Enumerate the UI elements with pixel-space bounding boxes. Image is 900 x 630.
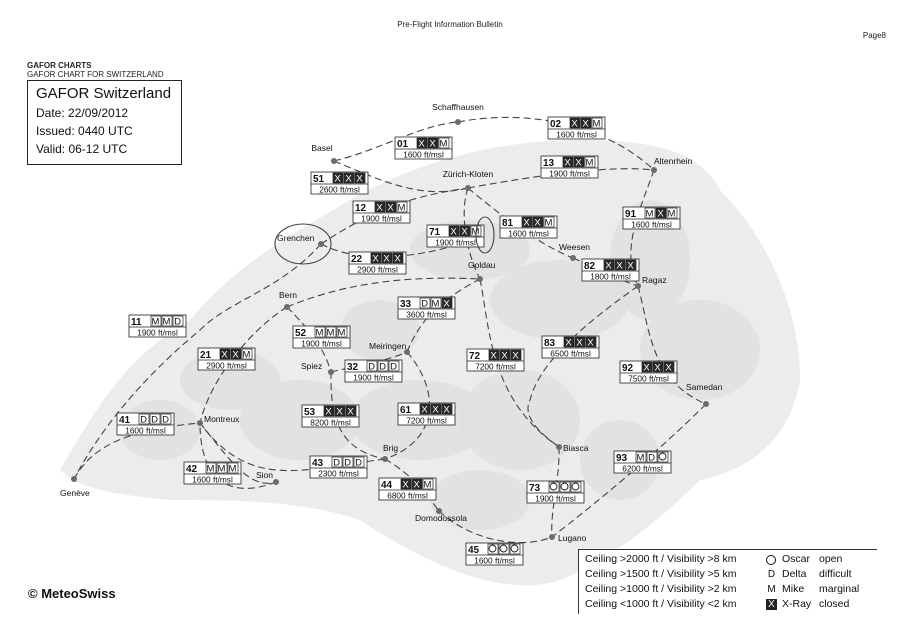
route-ceiling: 1600 ft/msl — [508, 228, 549, 239]
page-number: Page8 — [862, 31, 886, 40]
gafor-code-letter: X — [643, 362, 650, 374]
route-id: 01 — [397, 139, 409, 150]
gafor-code-letter: X — [376, 202, 383, 214]
gafor-code-letter: D — [390, 361, 397, 373]
city-label: Goldau — [468, 260, 496, 270]
gafor-code-letter: X — [334, 173, 341, 185]
city-label: Spiez — [301, 361, 323, 371]
route-id: 45 — [468, 545, 480, 556]
route-box-22 — [349, 252, 406, 275]
route-id: 11 — [131, 317, 142, 328]
gafor-code-letter: M — [397, 202, 406, 214]
gafor-code-letter: M — [645, 208, 654, 220]
route-ceiling: 6800 ft/msl — [387, 490, 428, 501]
city-label: Zürich-Kloten — [442, 169, 494, 179]
route-id: 44 — [381, 480, 393, 491]
mike-symbol-icon: M — [767, 584, 776, 595]
city-label: Schaffhausen — [432, 102, 484, 112]
gafor-code-letter: M — [431, 298, 440, 310]
route-box-41 — [117, 413, 174, 436]
gafor-code-letter: X — [432, 404, 439, 416]
gafor-code-letter: X — [654, 362, 661, 374]
info-box — [27, 80, 182, 165]
legend-meaning: closed — [819, 598, 850, 610]
gafor-code-letter: X — [232, 349, 239, 361]
city-label: Basel — [311, 143, 333, 153]
gafor-code-o-icon — [488, 544, 498, 554]
route-ceiling: 8200 ft/msl — [310, 417, 351, 428]
section-subtitle: GAFOR CHART FOR SWITZERLAND — [27, 70, 164, 79]
route-ceiling: 2600 ft/msl — [319, 184, 360, 195]
legend-name: Oscar — [782, 553, 811, 565]
city-label: Meiringen — [369, 341, 407, 351]
route-box-21 — [198, 348, 255, 371]
city-marker-icon — [570, 255, 576, 261]
gafor-code-letter: X — [523, 217, 530, 229]
route-ceiling: 7200 ft/msl — [475, 361, 516, 372]
gafor-code-letter: M — [151, 316, 160, 328]
route-id: 21 — [200, 350, 212, 361]
city-marker-icon — [477, 276, 483, 282]
gafor-code-letter: X — [461, 226, 468, 238]
legend-condition: Ceiling >2000 ft / Visibility >8 km — [585, 553, 737, 565]
gafor-code-letter: D — [333, 457, 340, 469]
route-box-01 — [395, 137, 452, 160]
city-marker-icon — [455, 119, 461, 125]
route-box-71 — [427, 225, 484, 248]
route-box-45 — [466, 543, 523, 566]
gafor-code-letter: X — [565, 337, 572, 349]
gafor-code-letter: X — [512, 350, 519, 362]
route-box-12 — [353, 201, 410, 224]
legend-meaning: marginal — [819, 583, 860, 595]
gafor-code-letter: D — [344, 457, 351, 469]
legend-condition: Ceiling >1000 ft / Visibility >2 km — [585, 583, 737, 595]
route-id: 41 — [119, 415, 131, 426]
gafor-code-o-icon — [499, 544, 509, 554]
city-label: Lugano — [558, 533, 587, 543]
legend — [578, 549, 877, 614]
city-label: Brig — [383, 443, 399, 453]
route-box-93 — [614, 451, 671, 474]
city-marker-icon — [284, 304, 290, 310]
route-ceiling: 1900 ft/msl — [353, 372, 394, 383]
gafor-code-letter: X — [394, 253, 401, 265]
city-label: Ragaz — [642, 275, 667, 285]
route-box-82 — [582, 259, 639, 282]
route-box-92 — [620, 361, 677, 384]
gafor-code-letter: M — [315, 327, 324, 339]
route-ceiling: 2300 ft/msl — [318, 468, 359, 479]
gafor-code-letter: X — [418, 138, 425, 150]
city-label: Montreux — [204, 414, 240, 424]
gafor-code-letter: X — [571, 118, 578, 130]
route-ceiling: 6500 ft/msl — [550, 348, 591, 359]
route-id: 02 — [550, 119, 562, 130]
gafor-code-o-icon — [560, 482, 570, 492]
route-box-02 — [548, 117, 605, 140]
gafor-code-letter: M — [667, 208, 676, 220]
route-box-61 — [398, 403, 455, 426]
chart-date: Date: 22/09/2012 — [36, 106, 129, 120]
route-id: 81 — [502, 218, 514, 229]
city-label: Weesen — [559, 242, 591, 252]
route-ceiling: 1900 ft/msl — [361, 213, 402, 224]
route-ceiling: 1600 ft/msl — [474, 555, 515, 566]
city-label: Grenchen — [277, 233, 315, 243]
route-box-73 — [527, 481, 584, 504]
city-label: Sion — [256, 470, 274, 480]
gafor-code-letter: X — [387, 202, 394, 214]
route-box-83 — [542, 336, 599, 359]
route-box-13 — [541, 156, 598, 179]
legend-name: Mike — [782, 583, 805, 595]
legend-name: Delta — [782, 568, 807, 580]
city-label: Altenrhein — [654, 156, 693, 166]
city-marker-icon — [703, 401, 709, 407]
city-marker-icon — [318, 241, 324, 247]
route-ceiling: 1600 ft/msl — [631, 219, 672, 230]
legend-meaning: difficult — [819, 568, 852, 580]
gafor-code-letter: X — [582, 118, 589, 130]
gafor-code-letter: M — [337, 327, 346, 339]
chart-valid: Valid: 06-12 UTC — [36, 142, 128, 156]
route-ceiling: 1900 ft/msl — [549, 168, 590, 179]
route-id: 93 — [616, 453, 628, 464]
route-ceiling: 1600 ft/msl — [403, 149, 444, 160]
gafor-code-letter: X — [221, 349, 228, 361]
legend-meaning: open — [819, 553, 843, 565]
gafor-code-letter: X — [429, 138, 436, 150]
gafor-code-letter: X — [450, 226, 457, 238]
route-box-44 — [379, 478, 436, 501]
xray-symbol-icon: X — [766, 599, 777, 610]
city-label: Bern — [279, 290, 297, 300]
gafor-code-letter: X — [356, 173, 363, 185]
route-ceiling: 2900 ft/msl — [206, 360, 247, 371]
route-id: 22 — [351, 254, 363, 265]
gafor-code-letter: D — [151, 414, 158, 426]
gafor-code-letter: X — [575, 157, 582, 169]
city-marker-icon — [71, 476, 77, 482]
gafor-code-letter: M — [585, 157, 594, 169]
route-ceiling: 1900 ft/msl — [535, 493, 576, 504]
gafor-code-letter: X — [443, 298, 450, 310]
gafor-code-letter: X — [627, 260, 634, 272]
gafor-code-letter: M — [228, 463, 237, 475]
route-box-42 — [184, 462, 241, 485]
city-marker-icon — [328, 369, 334, 375]
route-id: 61 — [400, 405, 412, 416]
city-marker-icon — [331, 158, 337, 164]
gafor-code-letter: D — [368, 361, 375, 373]
bulletin-title: Pre-Flight Information Bulletin — [397, 20, 503, 29]
gafor-code-letter: X — [605, 260, 612, 272]
gafor-code-letter: M — [162, 316, 171, 328]
gafor-code-letter: X — [665, 362, 672, 374]
city-marker-icon — [635, 283, 641, 289]
gafor-code-letter: M — [544, 217, 553, 229]
route-box-52 — [293, 326, 350, 349]
gafor-code-letter: M — [439, 138, 448, 150]
gafor-code-letter: M — [636, 452, 645, 464]
route-ceiling: 1600 ft/msl — [125, 425, 166, 436]
gafor-code-letter: M — [592, 118, 601, 130]
gafor-code-letter: X — [325, 406, 332, 418]
gafor-code-o-icon — [658, 452, 668, 462]
gafor-code-letter: X — [443, 404, 450, 416]
gafor-code-letter: X — [402, 479, 409, 491]
city-marker-icon — [465, 185, 471, 191]
route-id: 82 — [584, 261, 596, 272]
gafor-code-letter: D — [162, 414, 169, 426]
route-id: 32 — [347, 362, 359, 373]
route-id: 12 — [355, 203, 367, 214]
city-marker-icon — [273, 479, 279, 485]
legend-condition: Ceiling <1000 ft / Visibility <2 km — [585, 598, 737, 610]
copyright: © MeteoSwiss — [28, 586, 116, 601]
route-ceiling: 1600 ft/msl — [192, 474, 233, 485]
city-marker-icon — [382, 456, 388, 462]
city-label: Genève — [60, 488, 90, 498]
city-marker-icon — [651, 167, 657, 173]
route-ceiling: 1600 ft/msl — [556, 129, 597, 140]
route-id: 52 — [295, 328, 307, 339]
route-box-72 — [467, 349, 524, 372]
route-box-51 — [311, 172, 368, 195]
route-ceiling: 3600 ft/msl — [406, 309, 447, 320]
gafor-code-letter: X — [345, 173, 352, 185]
route-box-91 — [623, 207, 680, 230]
route-ceiling: 1900 ft/msl — [301, 338, 342, 349]
route-ceiling: 2900 ft/msl — [357, 264, 398, 275]
route-id: 33 — [400, 299, 412, 310]
route-box-11 — [129, 315, 186, 338]
route-id: 91 — [625, 209, 637, 220]
route-ceiling: 1900 ft/msl — [435, 237, 476, 248]
gafor-code-letter: X — [413, 479, 420, 491]
gafor-code-letter: D — [140, 414, 147, 426]
gafor-code-letter: M — [423, 479, 432, 491]
oscar-symbol-icon — [766, 555, 776, 565]
gafor-code-o-icon — [571, 482, 581, 492]
route-id: 71 — [429, 227, 441, 238]
route-id: 53 — [304, 407, 316, 418]
route-ceiling: 1900 ft/msl — [137, 327, 178, 338]
gafor-code-letter: X — [564, 157, 571, 169]
route-box-81 — [500, 216, 557, 239]
route-box-33 — [398, 297, 455, 320]
route-id: 13 — [543, 158, 555, 169]
route-id: 83 — [544, 338, 556, 349]
gafor-code-letter: M — [217, 463, 226, 475]
city-marker-icon — [197, 420, 203, 426]
gafor-code-letter: D — [355, 457, 362, 469]
gafor-code-letter: X — [501, 350, 508, 362]
gafor-code-letter: D — [421, 298, 428, 310]
city-label: Domodossola — [415, 513, 467, 523]
route-id: 72 — [469, 351, 481, 362]
route-box-32 — [345, 360, 402, 383]
legend-name: X-Ray — [782, 598, 812, 610]
route-id: 92 — [622, 363, 634, 374]
city-marker-icon — [549, 534, 555, 540]
gafor-code-o-icon — [510, 544, 520, 554]
gafor-code-letter: X — [336, 406, 343, 418]
gafor-code-o-icon — [549, 482, 559, 492]
route-id: 43 — [312, 458, 324, 469]
terrain-shade — [460, 370, 580, 470]
route-box-43 — [310, 456, 367, 479]
route-ceiling: 6200 ft/msl — [622, 463, 663, 474]
gafor-code-letter: D — [379, 361, 386, 373]
route-ceiling: 7200 ft/msl — [406, 415, 447, 426]
gafor-code-letter: M — [242, 349, 251, 361]
city-label: Biasca — [563, 443, 589, 453]
route-box-53 — [302, 405, 359, 428]
city-label: Samedan — [686, 382, 723, 392]
gafor-code-letter: M — [326, 327, 335, 339]
route-id: 51 — [313, 174, 325, 185]
gafor-code-letter: X — [587, 337, 594, 349]
route-id: 42 — [186, 464, 198, 475]
gafor-code-letter: D — [648, 452, 655, 464]
gafor-code-letter: X — [383, 253, 390, 265]
gafor-code-letter: X — [490, 350, 497, 362]
gafor-code-letter: X — [347, 406, 354, 418]
city-marker-icon — [556, 444, 562, 450]
chart-issued: Issued: 0440 UTC — [36, 124, 133, 138]
route-id: 73 — [529, 483, 541, 494]
chart-title: GAFOR Switzerland — [36, 85, 172, 102]
gafor-code-letter: X — [421, 404, 428, 416]
gafor-code-letter: M — [471, 226, 480, 238]
section-title: GAFOR CHARTS — [27, 61, 92, 70]
legend-condition: Ceiling >1500 ft / Visibility >5 km — [585, 568, 737, 580]
gafor-code-letter: X — [616, 260, 623, 272]
gafor-code-letter: X — [576, 337, 583, 349]
gafor-code-letter: X — [534, 217, 541, 229]
route-ceiling: 1800 ft/msl — [590, 271, 631, 282]
delta-symbol-icon: D — [767, 569, 776, 580]
gafor-code-letter: D — [174, 316, 181, 328]
gafor-code-letter: X — [372, 253, 379, 265]
route-ceiling: 7500 ft/msl — [628, 373, 669, 384]
gafor-code-letter: M — [206, 463, 215, 475]
gafor-code-letter: X — [657, 208, 664, 220]
